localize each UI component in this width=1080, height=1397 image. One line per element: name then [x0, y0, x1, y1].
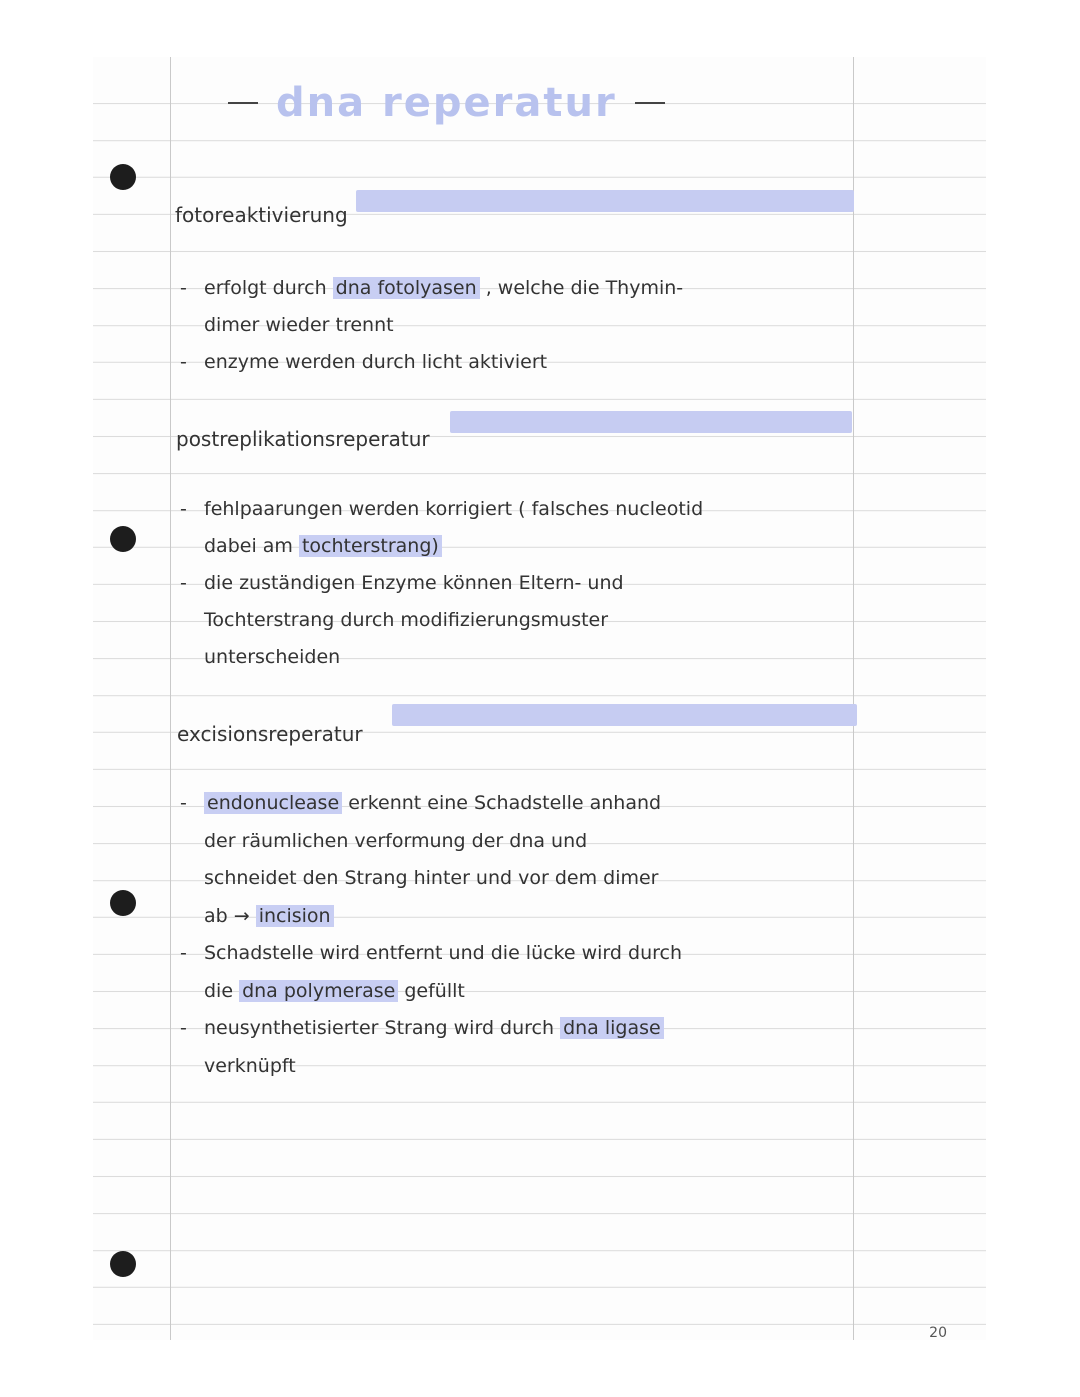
note-text: unterscheiden [204, 646, 341, 668]
page-title [228, 80, 665, 126]
note-line [204, 942, 682, 964]
note-line [204, 609, 608, 631]
note-line [204, 351, 547, 373]
note-text: neusynthetisierter Strang wird durch [204, 1017, 561, 1039]
note-line [204, 1055, 296, 1077]
note-text: fehlpaarungen werden korrigiert ( falsches nucleotid [204, 498, 704, 520]
left-margin-line [170, 57, 171, 1340]
note-line [204, 905, 334, 927]
note-text: ab → [204, 904, 256, 927]
note-line [204, 1017, 664, 1039]
section-heading-postreplikationsreperatur: postreplikationsreperatur [176, 427, 430, 451]
note-line [204, 572, 624, 594]
note-text: die zuständigen Enzyme können Eltern- und [204, 572, 624, 594]
note-text: Tochterstrang durch modifizierungsmuster [204, 609, 609, 631]
note-line [204, 792, 661, 814]
highlighted-term: incision [256, 905, 334, 927]
punch-hole [110, 1251, 136, 1277]
highlighted-term: tochterstrang) [299, 535, 442, 557]
note-line [204, 867, 658, 889]
note-line [204, 498, 703, 520]
page-number: 20 [929, 1325, 947, 1341]
section-heading-fotoreaktivierung: fotoreaktivierung [175, 203, 348, 227]
highlighted-term: dna polymerase [239, 980, 398, 1002]
note-text: dabei am [204, 535, 299, 557]
title-dash [228, 102, 258, 104]
note-line [204, 535, 442, 557]
heading-highlight [392, 704, 857, 726]
punch-hole [110, 526, 136, 552]
bullet-dash: - [180, 572, 187, 594]
bullet-dash: - [180, 351, 187, 373]
note-text: erkennt eine Schadstelle anhand [342, 792, 662, 814]
punch-hole [110, 164, 136, 190]
note-text: der räumlichen verformung der dna und [204, 829, 588, 852]
note-text: dimer wieder trennt [204, 314, 394, 336]
note-text: schneidet den Strang hinter und vor dem dimer [204, 867, 659, 889]
highlighted-term: dna ligase [560, 1017, 664, 1039]
right-margin-line [853, 57, 854, 1340]
note-text: die [204, 979, 240, 1002]
note-line [204, 830, 587, 852]
note-text: enzyme werden durch licht aktiviert [204, 351, 548, 373]
note-text: , welche die Thymin- [479, 277, 684, 299]
bullet-dash: - [180, 792, 187, 814]
note-line [204, 980, 465, 1002]
title-text: dna reperatur [276, 80, 617, 126]
note-text: gefüllt [398, 979, 465, 1002]
title-dash [635, 102, 665, 104]
highlighted-term: endonuclease [204, 792, 342, 814]
note-line [204, 277, 683, 299]
note-text: erfolgt durch [204, 277, 333, 299]
heading-highlight [450, 411, 852, 433]
note-text: Schadstelle wird entfernt und die lücke wird durch [204, 942, 682, 964]
heading-highlight [356, 190, 854, 212]
punch-hole [110, 890, 136, 916]
bullet-dash: - [180, 1017, 187, 1039]
bullet-dash: - [180, 942, 187, 964]
bullet-dash: - [180, 277, 187, 299]
highlighted-term: dna fotolyasen [333, 277, 480, 299]
bullet-dash: - [180, 498, 187, 520]
note-line [204, 646, 340, 668]
note-line [204, 314, 394, 336]
section-heading-excisionsreperatur: excisionsreperatur [177, 722, 363, 746]
note-text: verknüpft [204, 1054, 296, 1077]
